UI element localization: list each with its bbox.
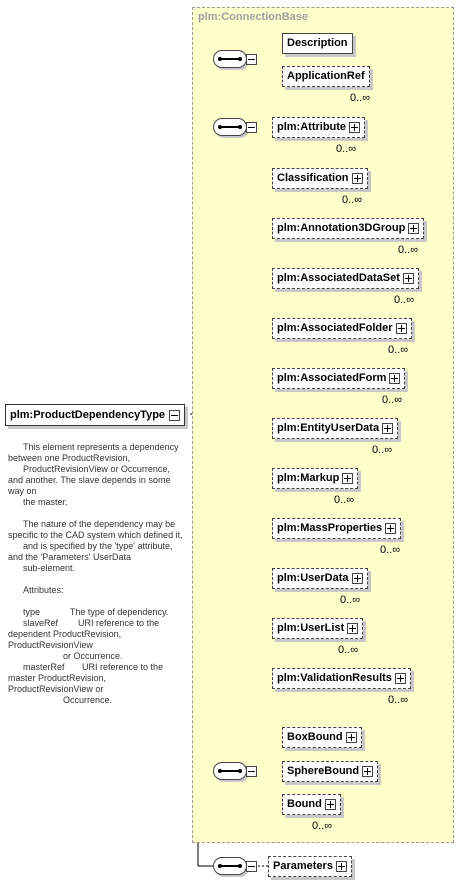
cardinality-label: 0..∞ xyxy=(336,143,357,155)
element-label: plm:UserData xyxy=(277,572,349,584)
element-label: plm:AssociatedDataSet xyxy=(277,272,400,284)
cardinality-label: 0..∞ xyxy=(334,494,355,506)
connection-base-title: plm:ConnectionBase xyxy=(198,11,309,23)
element-plm-validationresults[interactable] xyxy=(272,668,411,689)
cardinality-label: 0..∞ xyxy=(394,294,415,306)
collapse-icon[interactable] xyxy=(246,122,257,133)
element-label: plm:AssociatedFolder xyxy=(277,322,393,334)
element-plm-annotation3dgroup[interactable] xyxy=(272,218,424,239)
expand-icon[interactable] xyxy=(347,623,358,634)
cardinality-label: 0..∞ xyxy=(388,694,409,706)
expand-icon[interactable] xyxy=(408,223,419,234)
documentation-text: This element represents a dependency between one ProductRevision, ProductRevisionView or Occurrence, and another. The slave depends in some way on the master. The nature of the dependency may be specific to the CAD system which defined it, and is specified by the 'type' attribute, and the 'Parameters' UserData sub-element. Attributes: type The type of dependency. slaveRef URI reference to the dependent ProductRevision, ProductRevisionView or Occurrence. masterRef URI reference to the master ProductRevision, ProductRevisionView or Occurrence. xyxy=(8,442,183,705)
expand-icon[interactable] xyxy=(382,423,393,434)
element-plm-associatedform[interactable] xyxy=(272,368,405,389)
collapse-icon[interactable] xyxy=(246,861,257,872)
expand-icon[interactable] xyxy=(396,323,407,334)
sequence-compositor-icon[interactable] xyxy=(213,118,247,136)
cardinality-label: 0..∞ xyxy=(338,644,359,656)
element-plm-userdata[interactable] xyxy=(272,568,368,589)
sequence-compositor-icon[interactable] xyxy=(213,50,247,68)
element-plm-associatedfolder[interactable] xyxy=(272,318,412,339)
expand-icon[interactable] xyxy=(352,573,363,584)
element-label: ApplicationRef xyxy=(287,70,365,82)
element-label: plm:AssociatedForm xyxy=(277,372,387,384)
element-description[interactable] xyxy=(282,33,353,54)
expand-icon[interactable] xyxy=(395,673,406,684)
collapse-icon[interactable] xyxy=(169,410,180,421)
element-label: SphereBound xyxy=(287,765,360,777)
element-label: plm:Annotation3DGroup xyxy=(277,222,406,234)
expand-icon[interactable] xyxy=(352,173,363,184)
expand-icon[interactable] xyxy=(403,273,414,284)
element-plm-massproperties[interactable] xyxy=(272,518,401,539)
cardinality-label: 0..∞ xyxy=(398,244,419,256)
element-applicationref[interactable] xyxy=(282,66,370,87)
element-label: plm:Markup xyxy=(277,472,340,484)
element-label: Description xyxy=(287,37,348,49)
element-plm-attribute[interactable] xyxy=(272,117,365,138)
element-plm-userlist[interactable] xyxy=(272,618,363,639)
element-label: plm:EntityUserData xyxy=(277,422,380,434)
cardinality-label: 0..∞ xyxy=(340,594,361,606)
element-classification[interactable] xyxy=(272,168,368,189)
expand-icon[interactable] xyxy=(336,861,347,872)
element-plm-entityuserdata[interactable] xyxy=(272,418,398,439)
expand-icon[interactable] xyxy=(385,523,396,534)
collapse-icon[interactable] xyxy=(246,766,257,777)
element-label: plm:UserList xyxy=(277,622,345,634)
element-label: plm:MassProperties xyxy=(277,522,383,534)
root-element-label: plm:ProductDependencyType xyxy=(10,409,166,421)
cardinality-label: 0..∞ xyxy=(388,344,409,356)
expand-icon[interactable] xyxy=(346,732,357,743)
element-label: plm:ValidationResults xyxy=(277,672,392,684)
element-plm-markup[interactable] xyxy=(272,468,358,489)
expand-icon[interactable] xyxy=(362,766,373,777)
expand-icon[interactable] xyxy=(389,373,400,384)
element-label: Classification xyxy=(277,172,349,184)
cardinality-label: 0..∞ xyxy=(350,92,371,104)
sequence-compositor-icon[interactable] xyxy=(213,857,247,875)
element-label: BoxBound xyxy=(287,731,343,743)
element-parameters[interactable] xyxy=(268,856,352,877)
element-bound[interactable] xyxy=(282,794,341,815)
element-label: Bound xyxy=(287,798,322,810)
element-label: Parameters xyxy=(273,860,333,872)
element-boxbound[interactable] xyxy=(282,727,362,748)
cardinality-label: 0..∞ xyxy=(312,820,333,832)
element-spherebound[interactable] xyxy=(282,761,378,782)
sequence-compositor-icon[interactable] xyxy=(213,762,247,780)
expand-icon[interactable] xyxy=(325,799,336,810)
element-label: plm:Attribute xyxy=(277,121,347,133)
root-element-product-dependency-type[interactable] xyxy=(5,404,185,426)
cardinality-label: 0..∞ xyxy=(380,544,401,556)
cardinality-label: 0..∞ xyxy=(372,444,393,456)
cardinality-label: 0..∞ xyxy=(342,194,363,206)
collapse-icon[interactable] xyxy=(246,54,257,65)
element-plm-associateddataset[interactable] xyxy=(272,268,419,289)
expand-icon[interactable] xyxy=(349,122,360,133)
expand-icon[interactable] xyxy=(342,473,353,484)
cardinality-label: 0..∞ xyxy=(382,394,403,406)
